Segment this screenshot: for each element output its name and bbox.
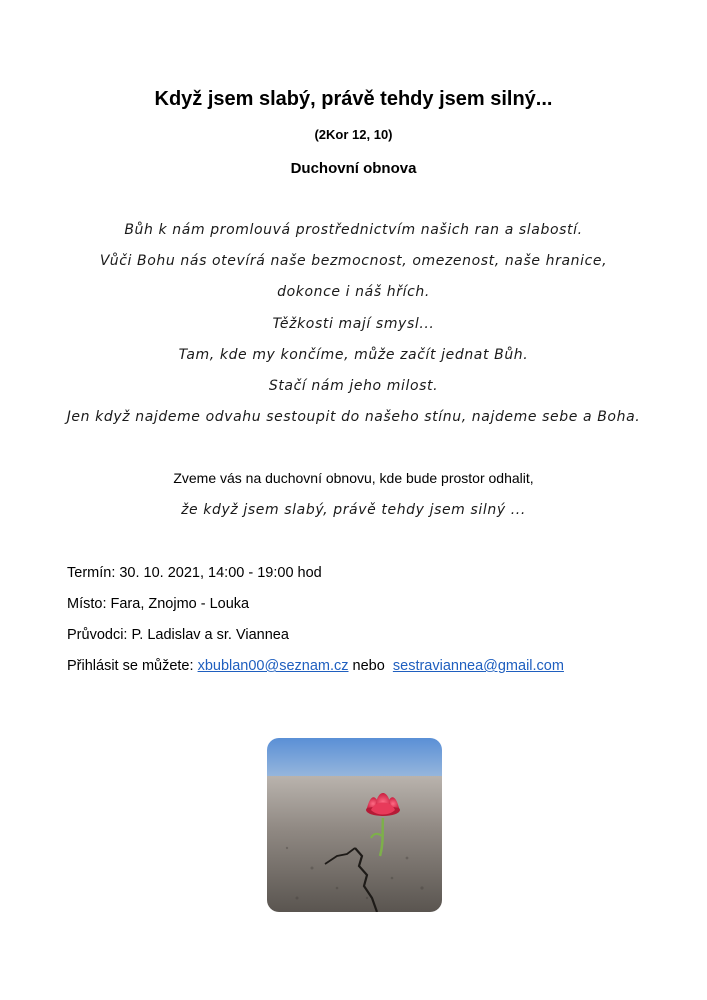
registration-line (67, 656, 564, 687)
poem-line: Tam, kde my končíme, může začít jednat Bůh. (178, 346, 529, 363)
event-term: Termín: 30. 10. 2021, 14:00 - 19:00 hod (67, 565, 322, 581)
invitation-italic-text: že když jsem slabý, právě tehdy jsem silný ... (181, 502, 526, 518)
poem-line: Stačí nám jeho milost. (268, 377, 439, 394)
poem-line: Těžkosti mají smysl... (272, 315, 435, 332)
registration-or: nebo (352, 658, 385, 674)
poem-line: Bůh k nám promlouvá prostřednictvím našich ran a slabostí. (124, 222, 583, 238)
email-link-2[interactable]: sestraviannea@gmail.com (392, 658, 564, 674)
event-guides: Průvodci: P. Ladislav a sr. Viannea (67, 627, 289, 643)
event-info (67, 563, 564, 687)
poem-line: Vůči Bohu nás otevírá naše bezmocnost, omezenost, naše hranice, (99, 253, 608, 270)
page-title: Když jsem slabý, právě tehdy jsem silný... (154, 88, 553, 110)
poem-line: Jen když najdeme odvahu sestoupit do našeho stínu, najdeme sebe a Boha. (66, 409, 641, 426)
bible-reference: (2Kor 12, 10) (314, 127, 393, 142)
poem-block (0, 220, 707, 438)
flower-growing-from-crack-icon (267, 738, 442, 912)
flower-photo (267, 738, 442, 912)
email-link-1[interactable]: xbublan00@seznam.cz (197, 658, 349, 674)
registration-label: Přihlásit se můžete: (67, 658, 194, 674)
event-place: Místo: Fara, Znojmo - Louka (67, 596, 250, 612)
poem-line: dokonce i náš hřích. (277, 284, 430, 301)
invitation-text: Zveme vás na duchovní obnovu, kde bude prostor odhalit, (173, 470, 534, 486)
page-subtitle: Duchovní obnova (290, 160, 417, 177)
